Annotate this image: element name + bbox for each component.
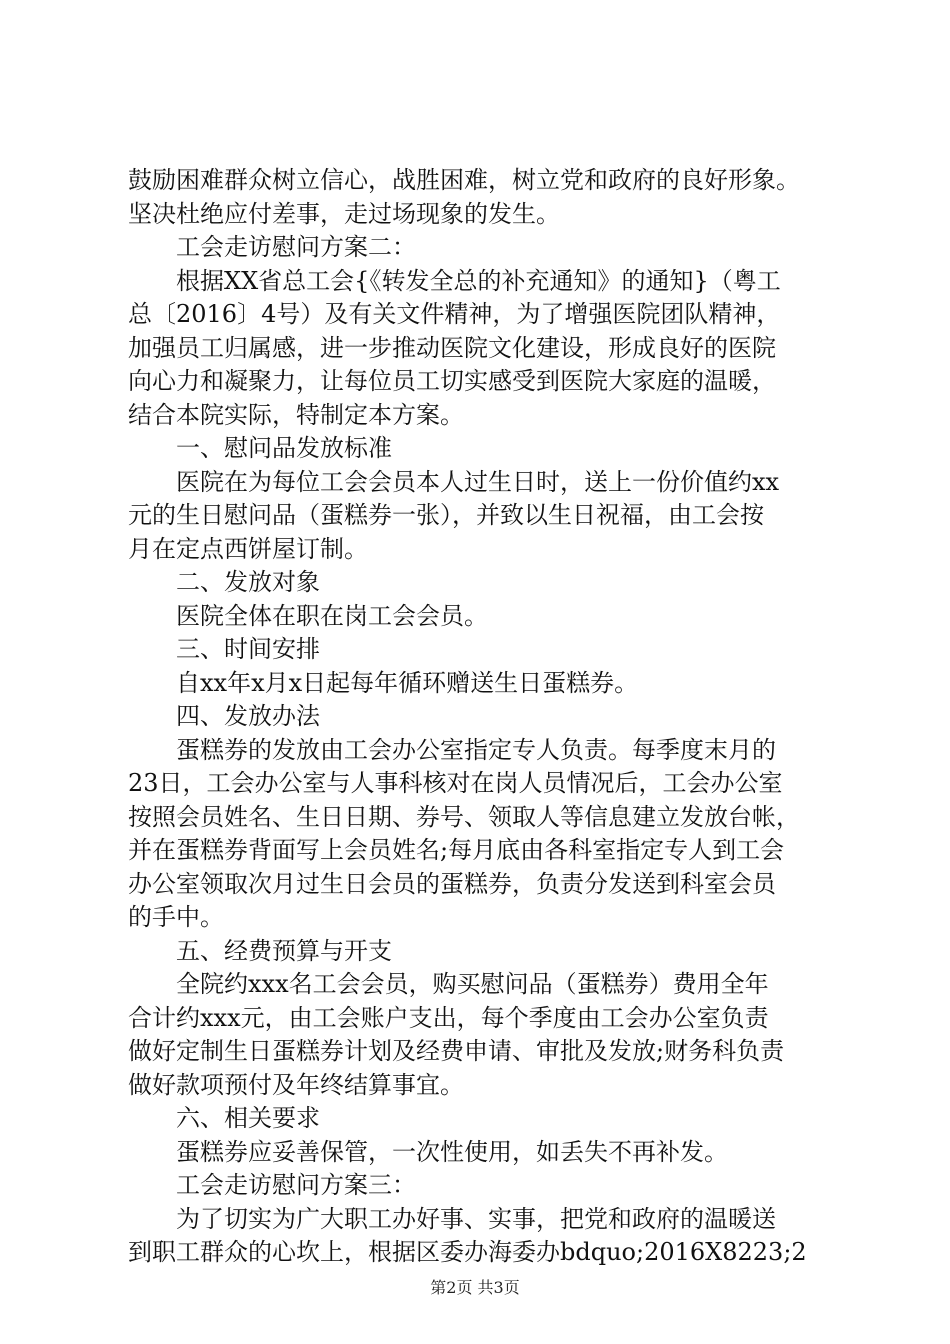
document-body: [128, 164, 848, 1270]
text-line: 医院在为每位工会会员本人过生日时，送上一份价值约xx: [128, 467, 780, 496]
text-line: 做好定制生日蛋糕券计划及经费申请、审批及发放;财务科负责: [128, 1037, 785, 1065]
section-heading: 三、时间安排: [128, 635, 320, 663]
text-line: 蛋糕券应妥善保管，一次性使用，如丢失不再补发。: [128, 1137, 728, 1166]
section-heading: 工会走访慰问方案二：: [128, 233, 416, 261]
text-line: 全院约xxx名工会会员，购买慰问品（蛋糕券）费用全年: [128, 970, 769, 998]
section-heading: 四、发放办法: [128, 702, 320, 730]
section-heading: 六、相关要求: [128, 1104, 320, 1132]
text-line: 并在蛋糕券背面写上会员姓名;每月底由各科室指定专人到工会: [128, 836, 785, 864]
text-line: 坚决杜绝应付差事，走过场现象的发生。: [128, 199, 560, 228]
text-line: 为了切实为广大职工办好事、实事，把党和政府的温暖送: [128, 1204, 776, 1233]
text-line: 按照会员姓名、生日日期、券号、领取人等信息建立发放台帐，: [128, 802, 800, 831]
text-line: 蛋糕券的发放由工会办公室指定专人负责。每季度末月的: [128, 735, 776, 764]
text-line: 合计约xxx元，由工会账户支出，每个季度由工会办公室负责: [128, 1003, 769, 1032]
text-line: 根据XX省总工会{《转发全总的补充通知》的通知}（粤工: [128, 266, 781, 295]
text-line: 结合本院实际，特制定本方案。: [128, 400, 464, 429]
text-line: 办公室领取次月过生日会员的蛋糕券，负责分发送到科室会员: [128, 869, 776, 898]
text-line: 总〔2016〕4号）及有关文件精神，为了增强医院团队精神，: [128, 300, 781, 328]
text-line: 23日，工会办公室与人事科核对在岗人员情况后，工会办公室: [128, 769, 783, 797]
text-line: 加强员工归属感，进一步推动医院文化建设，形成良好的医院: [128, 333, 776, 362]
text-line: 到职工群众的心坎上，根据区委办海委办bdquo;2016X8223;2: [128, 1238, 807, 1266]
text-line: 自xx年x月x日起每年循环赠送生日蛋糕券。: [128, 668, 639, 697]
page-number-footer: 第2页 共3页: [430, 1278, 520, 1297]
text-line: 月在定点西饼屋订制。: [128, 534, 368, 563]
text-line: 元的生日慰问品（蛋糕券一张），并致以生日祝福，由工会按: [128, 501, 764, 529]
text-line: 做好款项预付及年终结算事宜。: [128, 1070, 464, 1099]
text-line: 医院全体在职在岗工会会员。: [128, 601, 488, 630]
section-heading: 一、慰问品发放标准: [128, 434, 392, 462]
section-heading: 工会走访慰问方案三：: [128, 1171, 416, 1199]
text-line: 的手中。: [128, 903, 224, 931]
text-line: 鼓励困难群众树立信心，战胜困难，树立党和政府的良好形象。: [128, 166, 800, 194]
section-heading: 五、经费预算与开支: [128, 936, 392, 965]
text-line: 向心力和凝聚力，让每位员工切实感受到医院大家庭的温暖，: [128, 367, 776, 395]
section-heading: 二、发放对象: [128, 568, 320, 596]
